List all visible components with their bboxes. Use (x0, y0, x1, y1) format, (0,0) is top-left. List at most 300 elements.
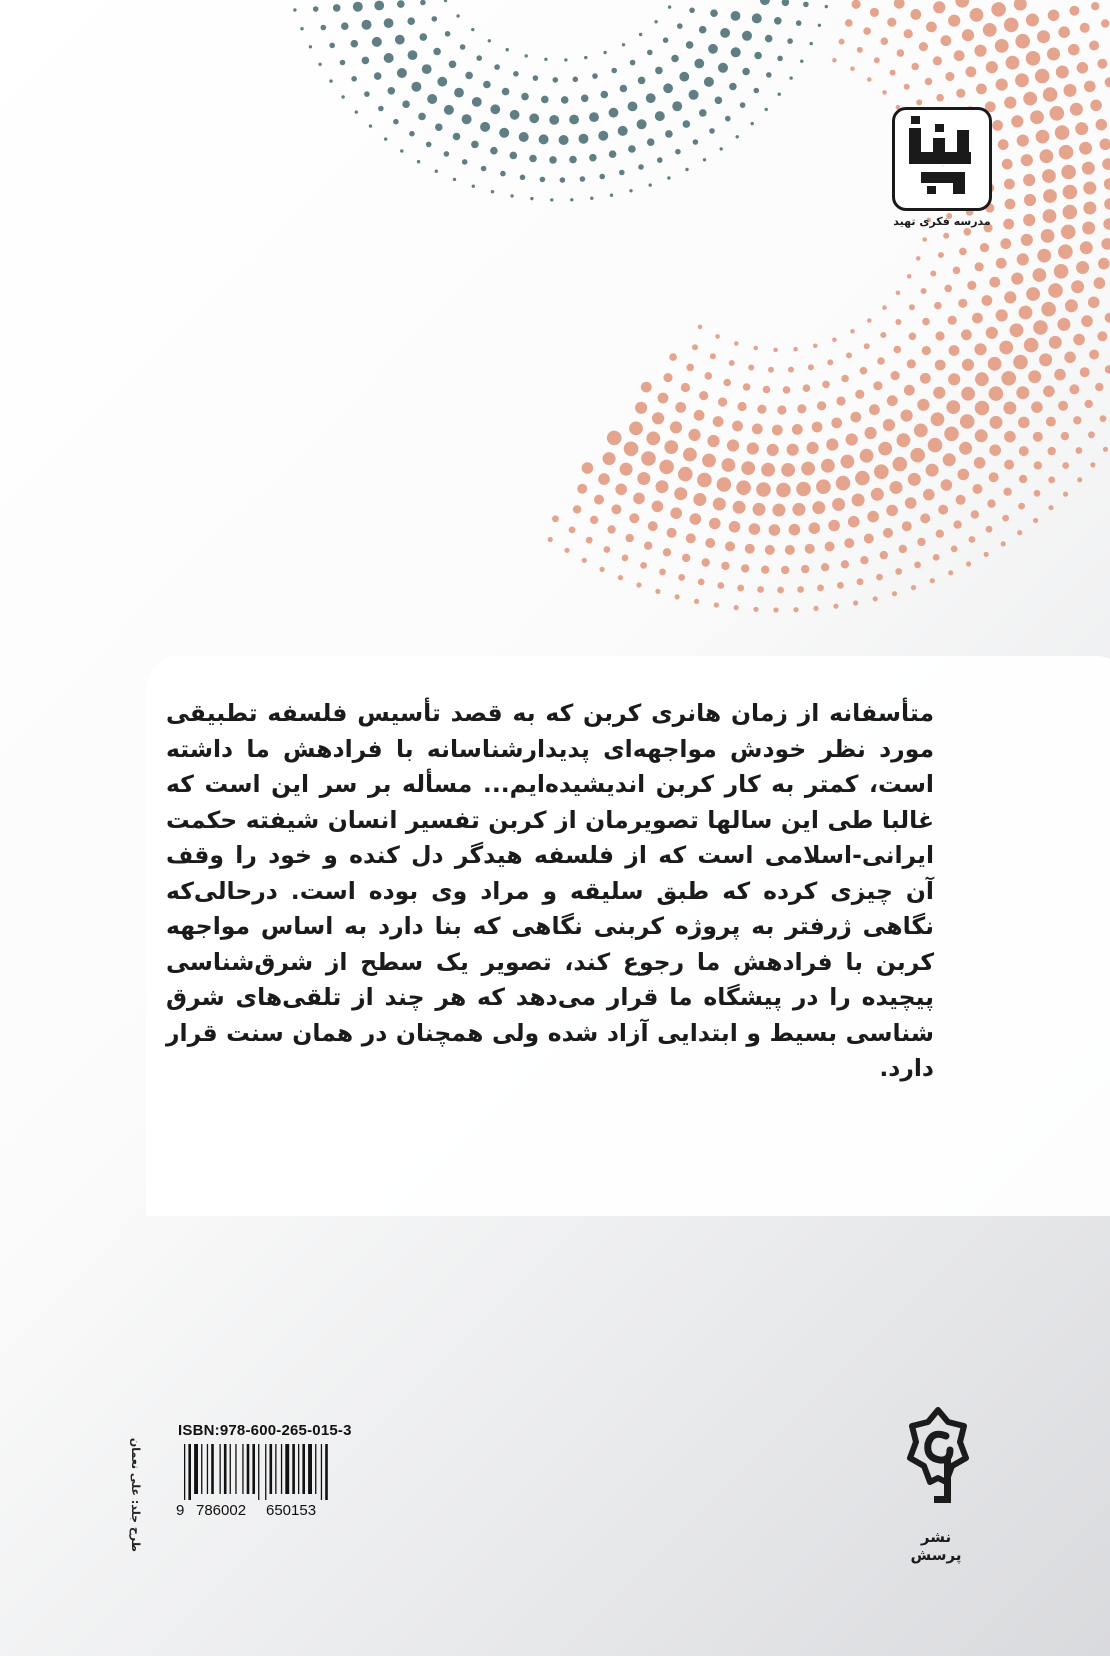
halftone-dot (529, 113, 539, 123)
halftone-dot (1019, 475, 1027, 483)
halftone-dot (974, 343, 986, 355)
barcode-bar (321, 1444, 322, 1500)
halftone-dot (893, 457, 908, 472)
barcode-bar (275, 1444, 276, 1494)
halftone-dot (679, 72, 689, 82)
halftone-dot (1064, 352, 1076, 364)
halftone-dot (688, 429, 700, 441)
halftone-dot (736, 480, 751, 495)
halftone-dot (1017, 530, 1022, 535)
halftone-dot (437, 77, 447, 87)
halftone-dot (935, 331, 944, 340)
halftone-dot (917, 399, 929, 411)
halftone-dot (734, 341, 739, 346)
halftone-dot (1082, 162, 1095, 175)
halftone-dot (619, 170, 625, 176)
halftone-dot (805, 544, 815, 554)
halftone-dot (992, 120, 1003, 131)
halftone-dot (857, 578, 864, 585)
halftone-dot (945, 72, 954, 81)
halftone-dot (573, 505, 581, 513)
halftone-dot (1033, 320, 1048, 335)
halftone-dot (657, 157, 663, 163)
halftone-dot (844, 538, 854, 548)
halftone-dot (620, 85, 628, 93)
halftone-dot (397, 68, 407, 78)
halftone-dot (721, 562, 729, 570)
halftone-dot (453, 178, 456, 181)
blurb-paragraph: متأسفانه از زمان هانری کربن که به قصد تأسیس فلسفه تطبیقی مورد نظر خودش مواجهه‌ای پدیدارشناسانه با فرادهش ما داشته است، کمتر به کار کربن اندیشیده‌ایم... مسأله بر سر این است که غالبا طی این سالها تصویرمان از کربن تفسیر انسان شیفته حکمت ایرانی-اسلامی است که از فلسفه هیدگر دل کنده و خود را وقف آن چیزی کرده که طبق سلیقه و مراد وی بوده است. درحالی‌که نگاهی ژرفتر به پروژه کربنی نگاهی که بنا دارد به اساس مواجهه کربن با فرادهش ما رجوع کند، تصویر یک سطح از شرق‌شناسی پیچیده را در پیشگاه ما قرار می‌دهد که هر چند از تلقی‌های شرق شناسی بسیط و ابتدایی آزاد شده ولی همچنان در همان سنت قرار دارد. (166, 699, 934, 1082)
halftone-dot (953, 520, 961, 528)
halftone-dot (857, 47, 863, 53)
halftone-dot (720, 28, 730, 38)
halftone-dot (908, 473, 921, 486)
halftone-dot (796, 482, 811, 497)
halftone-dot (777, 405, 786, 414)
halftone-dot (948, 15, 960, 27)
halftone-dot (1100, 139, 1110, 151)
halftone-dot (611, 504, 621, 514)
halftone-dot (1081, 315, 1093, 327)
halftone-dot (935, 360, 946, 371)
halftone-dot (1026, 287, 1040, 301)
halftone-dot (1084, 81, 1096, 93)
halftone-dot (407, 17, 415, 25)
halftone-dot (703, 158, 706, 161)
halftone-dot (1077, 477, 1082, 482)
halftone-dot (1043, 87, 1058, 102)
halftone-dot (895, 319, 901, 325)
halftone-dot (699, 26, 707, 34)
halftone-dot (938, 252, 944, 258)
halftone-dot (1001, 371, 1016, 386)
halftone-dot (887, 18, 896, 27)
halftone-dot (860, 367, 868, 375)
halftone-dot (976, 84, 987, 95)
halftone-dot (494, 64, 500, 70)
halftone-dot (733, 501, 746, 514)
halftone-dot (975, 372, 989, 386)
halftone-dot (1005, 199, 1016, 210)
halftone-dot (917, 538, 925, 546)
halftone-dot (488, 39, 491, 42)
halftone-dot (1004, 179, 1015, 190)
halftone-dot (710, 9, 718, 17)
halftone-dot (609, 108, 619, 118)
halftone-dot (850, 66, 855, 71)
halftone-dot (966, 561, 971, 566)
halftone-dot (702, 558, 710, 566)
halftone-dot (948, 373, 960, 385)
halftone-dot (890, 481, 903, 494)
halftone-dot (456, 14, 459, 17)
halftone-dot (860, 449, 874, 463)
halftone-dot (867, 77, 872, 82)
halftone-dot (996, 79, 1008, 91)
halftone-dot (1011, 273, 1023, 285)
halftone-dot (1004, 291, 1016, 303)
halftone-dot (1043, 209, 1057, 223)
halftone-dot (841, 560, 849, 568)
halftone-dot (1059, 145, 1074, 160)
halftone-dot (1063, 205, 1078, 220)
halftone-dot (609, 150, 617, 158)
halftone-dot (663, 548, 671, 556)
halftone-dot (1102, 158, 1110, 170)
halftone-dot (986, 61, 998, 73)
halftone-dot (772, 425, 783, 436)
halftone-dot (417, 160, 420, 163)
halftone-dot (808, 364, 814, 370)
halftone-dot (586, 537, 593, 544)
halftone-dot (395, 35, 405, 45)
halftone-dot (629, 422, 643, 436)
halftone-dot (1069, 384, 1079, 394)
halftone-dot (989, 386, 1004, 401)
publisher-caption: مدرسه فکری تهید (893, 215, 991, 228)
halftone-dot (933, 56, 942, 65)
halftone-dot (1037, 249, 1051, 263)
halftone-dot (704, 77, 714, 87)
halftone-dot (975, 401, 990, 416)
halftone-dot (644, 542, 652, 550)
halftone-dot (1089, 350, 1099, 360)
halftone-dot (453, 133, 461, 141)
halftone-dot (768, 367, 774, 373)
halftone-dot (683, 448, 697, 462)
halftone-dot (665, 130, 673, 138)
halftone-dot (1035, 69, 1050, 84)
halftone-dot (781, 566, 789, 574)
halftone-dot (1023, 92, 1037, 106)
publisher-logo-badge (892, 107, 992, 211)
halftone-dot (594, 495, 604, 505)
halftone-dot (933, 387, 945, 399)
halftone-dot (581, 95, 589, 103)
halftone-dot (788, 367, 794, 373)
halftone-dot (393, 119, 399, 125)
designer-credit: طرح جلد: علی نعمان (129, 1437, 142, 1552)
halftone-dot (694, 410, 705, 421)
barcode-digit-left: 786002 (196, 1502, 247, 1519)
halftone-dot (864, 534, 874, 544)
halftone-dot (533, 75, 539, 81)
halftone-dot (611, 68, 617, 74)
halftone-dot (846, 433, 858, 445)
halftone-dot (774, 17, 782, 25)
halftone-dot (971, 510, 979, 518)
halftone-dot (961, 329, 972, 340)
barcode-bar (201, 1444, 202, 1494)
halftone-dot (1065, 299, 1078, 312)
halftone-dot (628, 102, 638, 112)
halftone-dot (705, 372, 713, 380)
halftone-dot (865, 427, 877, 439)
halftone-dot (742, 31, 752, 41)
halftone-dot (848, 516, 860, 528)
halftone-dot (757, 586, 764, 593)
halftone-dot (753, 503, 766, 516)
halftone-dot (910, 448, 925, 463)
halftone-dot (757, 405, 766, 414)
barcode-bar (325, 1444, 328, 1500)
halftone-dot (1077, 62, 1089, 74)
halftone-dot (699, 109, 707, 117)
halftone-dot (435, 170, 438, 173)
halftone-dot (692, 344, 698, 350)
halftone-dot (629, 189, 632, 192)
halftone-dot (812, 501, 825, 514)
halftone-dot (449, 61, 457, 69)
halftone-dot (737, 585, 744, 592)
halftone-dot (1002, 159, 1013, 170)
halftone-dot (853, 600, 858, 605)
halftone-dot (980, 243, 989, 252)
halftone-dot (960, 414, 975, 429)
halftone-dot (729, 360, 735, 366)
isbn-block (176, 1422, 352, 1522)
halftone-dot (1039, 353, 1052, 366)
halftone-dot (769, 524, 781, 536)
isbn-label: ISBN:978-600-265-015-3 (178, 1422, 352, 1439)
halftone-dot (667, 528, 677, 538)
halftone-dot (878, 442, 892, 456)
halftone-dot (635, 402, 647, 414)
halftone-dot (813, 606, 818, 611)
halftone-dot (873, 381, 882, 390)
halftone-dot (887, 395, 898, 406)
halftone-dot (852, 494, 865, 507)
halftone-dot (850, 412, 861, 423)
halftone-dot (580, 176, 586, 182)
halftone-dot (867, 511, 879, 523)
halftone-dot (761, 463, 775, 477)
halftone-dot (941, 479, 953, 491)
halftone-dot (388, 87, 396, 95)
halftone-dot (867, 318, 872, 323)
halftone-dot (685, 168, 688, 171)
halftone-dot (964, 228, 972, 236)
halftone-dot (999, 341, 1013, 355)
halftone-dot (675, 149, 681, 155)
halftone-dot (353, 2, 363, 12)
halftone-dot (1002, 515, 1009, 522)
barcode-bar (302, 1444, 305, 1494)
halftone-dot (1026, 51, 1041, 66)
halftone-dot (832, 58, 837, 63)
halftone-dot (1082, 222, 1095, 235)
halftone-dot (933, 1, 945, 13)
halftone-dot (725, 541, 735, 551)
halftone-dot (797, 586, 804, 593)
halftone-dot (355, 110, 358, 113)
halftone-dot (821, 563, 829, 571)
halftone-dot (664, 440, 678, 454)
halftone-dot (904, 84, 910, 90)
halftone-dot (1033, 268, 1047, 282)
halftone-dot (600, 567, 605, 572)
halftone-dot (400, 149, 403, 152)
halftone-dot (472, 185, 475, 188)
halftone-dot (636, 582, 641, 587)
halftone-dot (646, 432, 660, 446)
halftone-dot (1104, 178, 1110, 190)
halftone-dot (564, 58, 567, 61)
halftone-dot (1098, 258, 1110, 270)
halftone-dot (300, 27, 303, 30)
barcode-bar (194, 1444, 198, 1494)
halftone-dot (549, 115, 559, 125)
halftone-dot (922, 346, 931, 355)
halftone-dot (628, 145, 636, 153)
halftone-dot (1080, 241, 1093, 254)
halftone-dot (905, 497, 917, 509)
halftone-dot (855, 390, 864, 399)
halftone-dot (652, 412, 664, 424)
halftone-dot (378, 106, 384, 112)
halftone-dot (891, 371, 900, 380)
halftone-dot (828, 520, 840, 532)
halftone-dot (341, 22, 349, 30)
halftone-dot (944, 427, 959, 442)
halftone-dot (1023, 214, 1035, 226)
halftone-dot (836, 396, 845, 405)
halftone-dot (792, 424, 803, 435)
halftone-dot (731, 47, 741, 57)
halftone-dot (988, 357, 1002, 371)
halftone-dot (1058, 244, 1073, 259)
halftone-dot (656, 480, 669, 493)
halftone-dot (1091, 2, 1099, 10)
halftone-dot (800, 60, 803, 63)
halftone-dot (833, 604, 838, 609)
halftone-dot (444, 0, 447, 2)
halftone-dot (715, 334, 720, 339)
halftone-dot (810, 42, 813, 45)
halftone-dot (904, 29, 913, 38)
halftone-dot (1026, 14, 1039, 27)
halftone-dot (1089, 41, 1099, 51)
halftone-dot (1043, 189, 1057, 203)
halftone-dot (693, 493, 706, 506)
halftone-dot (787, 444, 799, 456)
halftone-dot (374, 1, 384, 11)
halftone-dot (1028, 370, 1041, 383)
halftone-dot (729, 83, 737, 91)
halftone-dot (622, 43, 625, 46)
halftone-dot (500, 171, 506, 177)
halftone-dot (909, 333, 917, 341)
halftone-dot (895, 568, 902, 575)
halftone-dot (1062, 462, 1069, 469)
halftone-dot (1041, 302, 1056, 317)
halftone-dot (909, 304, 915, 310)
halftone-dot (1001, 541, 1006, 546)
halftone-dot (341, 95, 344, 98)
barcode-bar (230, 1444, 231, 1494)
halftone-dot (720, 147, 723, 150)
halftone-dot (766, 72, 772, 78)
halftone-dot (920, 373, 931, 384)
halftone-dot (948, 570, 953, 575)
halftone-dot (825, 5, 828, 8)
halftone-dot (789, 524, 801, 536)
halftone-dot (956, 89, 965, 98)
halftone-dot (708, 44, 718, 54)
halftone-dot (995, 39, 1009, 53)
halftone-dot (803, 2, 809, 8)
halftone-dot (553, 77, 559, 83)
halftone-dot (710, 353, 716, 359)
halftone-dot (777, 56, 783, 62)
halftone-dot (384, 18, 394, 28)
halftone-dot (1070, 103, 1083, 116)
halftone-dot (433, 48, 441, 56)
halftone-dot (718, 397, 727, 406)
halftone-dot (970, 8, 984, 22)
halftone-dot (1096, 119, 1108, 131)
halftone-dot (445, 31, 451, 37)
barcode-bar (220, 1444, 221, 1494)
halftone-dot (689, 90, 699, 100)
halftone-dot (1040, 149, 1054, 163)
halftone-dot (641, 382, 652, 393)
halftone-dot (749, 523, 761, 535)
halftone-dot (959, 248, 967, 256)
halftone-dot (649, 183, 652, 186)
halftone-dot (807, 442, 819, 454)
halftone-dot (763, 386, 771, 394)
halftone-dot (1018, 503, 1025, 510)
halftone-dot (921, 288, 927, 294)
halftone-dot (1034, 490, 1041, 497)
halftone-dot (717, 582, 724, 589)
halftone-dot (751, 122, 754, 125)
halftone-dot (422, 64, 432, 74)
halftone-dot (362, 20, 372, 30)
halftone-dot (1057, 318, 1070, 331)
halftone-dot (690, 513, 702, 525)
halftone-dot (1068, 44, 1080, 56)
halftone-dot (420, 0, 426, 5)
halftone-dot (1054, 369, 1066, 381)
halftone-dot (309, 45, 312, 48)
halftone-dot (686, 41, 694, 49)
decorative-dot-pattern (0, 0, 1110, 700)
halftone-dot (584, 56, 587, 59)
halftone-dot (975, 429, 988, 442)
halftone-dot (671, 55, 679, 63)
halftone-dot (962, 359, 974, 371)
halftone-dot (698, 325, 703, 330)
halftone-dot (697, 473, 712, 488)
halftone-dot (1000, 238, 1011, 249)
halftone-dot (745, 544, 755, 554)
halftone-dot (962, 29, 974, 41)
halftone-dot (610, 194, 613, 197)
halftone-dot (883, 419, 895, 431)
halftone-dot (573, 77, 579, 83)
halftone-dot (789, 76, 792, 79)
halftone-dot (1003, 488, 1011, 496)
halftone-dot (462, 114, 472, 124)
halftone-dot (1014, 0, 1027, 11)
halftone-dot (956, 495, 966, 505)
halftone-dot (902, 521, 912, 531)
halftone-dot (1021, 154, 1033, 166)
halftone-dot (752, 424, 763, 435)
halftone-dot (996, 258, 1007, 269)
